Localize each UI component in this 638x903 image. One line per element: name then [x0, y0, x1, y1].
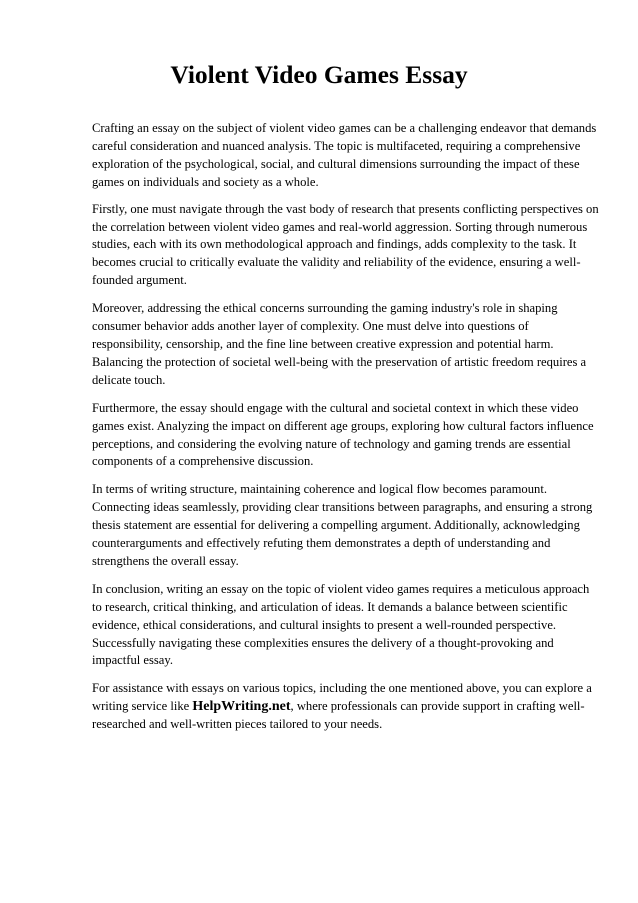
- paragraph-closing: [92, 680, 602, 734]
- paragraph-intro: Crafting an essay on the subject of violent video games can be a challenging endeavor that demands careful consideration and nuanced analysis. The topic is multifaceted, requiring a comprehensive exploration of the psychological, social, and cultural dimensions surrounding the impact of these games on individuals and society as a whole.: [92, 121, 597, 189]
- paragraph-cultural-context: Furthermore, the essay should engage with the cultural and societal context in which these video games exist. Analyzing the impact on different age groups, exploring how cultural factors influence perceptions, and considering the evolving nature of technology and gaming trends are essential components of a comprehensive discussion.: [92, 400, 594, 469]
- document-body: [92, 120, 602, 744]
- document-title: Violent Video Games Essay: [170, 60, 468, 89]
- paragraph-research: Firstly, one must navigate through the vast body of research that presents conflicting perspectives on the correlation between violent video games and real-world aggression. Sorting through numerous studies, each with its own methodological approach and findings, adds complexity to the task. It becomes crucial to critically evaluate the validity and reliability of the evidence, ensuring a well-founded argument.: [92, 201, 599, 288]
- helpwriting-link[interactable]: HelpWriting.net: [192, 699, 291, 715]
- paragraph-structure: In terms of writing structure, maintaining coherence and logical flow becomes paramount. Connecting ideas seamlessly, providing clear transitions between paragraphs, and ensuring a strong thesis statement are essential for delivering a compelling argument. Additionally, acknowledging counterarguments and effectively refuting them demonstrates a depth of understanding and strengthens the overall essay.: [92, 482, 593, 568]
- paragraph-ethics: Moreover, addressing the ethical concerns surrounding the gaming industry's role in shaping consumer behavior adds another layer of complexity. One must delve into questions of responsibility, censorship, and the fine line between creative expression and potential harm. Balancing the protection of societal well-being with the preservation of artistic freedom requires a delicate touch.: [92, 301, 587, 387]
- closing-text-before: For assistance with essays on various topics, including the one mentioned above, you can explore a writing service like: [92, 681, 592, 714]
- closing-text-after: , where professionals can provide support in crafting well-researched and well-written pieces tailored to your needs.: [92, 699, 585, 732]
- paragraph-conclusion: In conclusion, writing an essay on the topic of violent video games requires a meticulous approach to research, critical thinking, and articulation of ideas. It demands a balance between scientific evidence, ethical considerations, and cultural insights to present a well-rounded perspective. Successfully navigating these complexities ensures the delivery of a thought-provoking and impactful essay.: [92, 581, 590, 668]
